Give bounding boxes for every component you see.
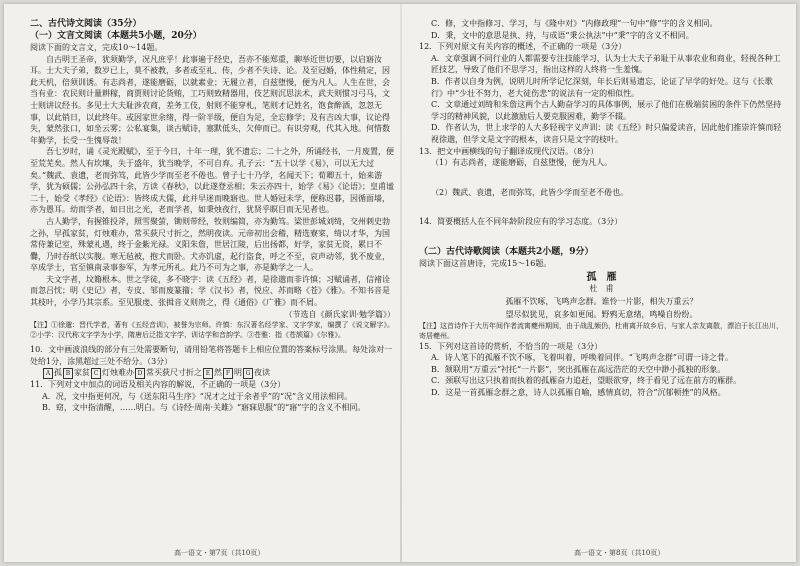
q10-sentence — [30, 367, 395, 379]
left-footer: 高一语文・第7页（共10页） — [174, 549, 265, 557]
q12-option-c: C．文章通过刘绮和朱詹这两个古人勤奋学习的具体事例，展示了他们在极端贫困的条件下仍然坚持学习的精神风貌，以此激励后人要克服困难，勤学不辍。 — [431, 100, 782, 121]
q10-seg: 孤 — [54, 368, 62, 378]
q15-option-b: B．颔联用“万重云”衬托“一片影”，突出孤雁在高远浩茫的天空中渺小孤独的形象。 — [431, 364, 726, 374]
q10-box-c[interactable]: C — [91, 368, 101, 379]
answer-space[interactable] — [419, 169, 784, 187]
q10-seg: 夜读 — [254, 368, 270, 378]
subsection2-title: （二）古代诗歌阅读（本题共2小题，9分） — [419, 246, 594, 257]
passage-paragraph-4: 夫文字者，坟籍根本。世之学徒，多不晓字：读《五经》者，是徐邈而非许慎；习赋诵者，信褚诠而忽吕忱；明《史记》者，专皮、邹而废篆籀；学《汉书》者，悦应、苏而略《苍》《雅》。不知书音是其枝叶，小学乃其宗系。至见服虔、张揖音义则贵之，得《通俗》《广雅》而不屑。 — [30, 274, 390, 308]
passage-paragraph-2: 吾七岁时，诵《灵光殿赋》，至于今日，十年一理，犹不遗忘；二十之外，所诵经书，一月废置，便至荒芜矣。然人有坎壈，失于盛年，犹当晚学，不可自弃。孔子云：“五十以学《易》，可以无大过矣。”魏武、袁遗，老而弥笃，此皆少学而至老不倦也。曾子七十乃学，名闻天下；荀卿五十，始来游学，犹为硕儒；公孙弘四十余，方读《春秋》，以此遂登丞相；朱云亦四十，始学《易》《论语》；皇甫谧二十，始受《孝经》《论语》：皆终成大儒，此并早迷而晚寤也。世人婚冠未学，便称迟暮，因循面墙，亦为愚耳。幼而学者，如日出之光，老而学者，如秉烛夜行，犹贤乎瞑目而无见者也。 — [30, 147, 394, 215]
q12-option-a: A．文章强调不同行业的人都需要专注技能学习，认为士大夫子弟耻于从事农业和商业，轻视各种工匠技艺，导致了他们不思学习，指出这样的人终将一生羞愧。 — [431, 53, 781, 75]
passage-paragraph-3: 古人勤学，有握锥投斧，照雪聚萤，锄则带经，牧则编简，亦为勤笃。梁世彭城刘绮，交州刺史勃之孙，早孤家贫，灯烛难办，常买荻尺寸折之，然明夜读。元帝初出会稽，精选寮寀，绮以才华，为国常侍兼记室，殊蒙礼遇，终于金紫光禄。义阳朱詹，世居江陵，后出扬都，好学，家贫无资，累日不爨，乃时吞纸以实腹。寒无毡被，抱犬而卧。犬亦饥虚，起行盗食，呼之不至，哀声动邻，犹不废业，卒成学士，官至镇南录事参军，为孝元所礼。此乃不可为之事，亦是勤学之一人。 — [30, 216, 390, 273]
poem-line-2: 望尽似犹见，哀多如更闻。野鸦无意绪，鸣噪自纷纷。 — [505, 309, 698, 319]
subsection2-instruction: 阅读下面这首唐诗，完成15～16题。 — [419, 258, 552, 268]
right-footer: 高一语文・第8页（共10页） — [574, 549, 665, 557]
q10-seg: 然 — [214, 368, 222, 378]
q11-option-d: D．秉，文中的意思是执、持，与成语“秉公执法”中“秉”字的含义不相同。 — [431, 30, 694, 40]
section-title: 二、古代诗文阅读（35分） — [30, 19, 142, 29]
q10-box-f[interactable]: F — [223, 368, 233, 379]
q10-seg: 常买荻尺寸折之 — [146, 368, 202, 378]
q15-option-a: A．诗人笔下的孤雁不饮不啄，飞着叫着，呼唤着同伴。“飞鸣声念群”可谓一诗之骨。 — [431, 353, 733, 363]
q15-option-c: C．颈联写出这只执着而执着的孤雁奋力追赶，望眼欲穿，终于看见了远在前方的雁群。 — [431, 376, 742, 386]
instruction: 阅读下面的文言文，完成10～14题。 — [30, 43, 163, 52]
passage-paragraph-1: 自古明王圣帝，犹须勤学，况凡庶乎！此事遍于经史，吾亦不能郑重，聊举近世切要，以启寤汝耳。士大夫子弟，数岁已上，莫不被教，多者或至礼、传，少者不失诗、论。及至冠婚，体性稍定，因此天机，倍须训诱。有志尚者，遂能磨砺，以就素业；无履立者，自兹堕慢，便为凡人。人生在世，会当有业：农民则计量耕稼，商贾则讨论货贿，工巧则致精器用，伎艺则沉思法术，武夫则惯习弓马，文士则讲议经书。多见士大夫耻涉农商，差务工伎，射则不能穿札，笔则才记姓名，饱食醉酒，忽忽无事，以此销日，以此终年。或因家世余绪，得一阶半级，便自为足，全忘修学；及有吉凶大事，议论得失，蒙然张口，如坐云雾；公私宴集，谈古赋诗，塞默低头，欠伸而已。有识旁观，代其入地。何惜数年勤学，长受一生愧辱哉！ — [30, 54, 390, 145]
poem-note: 【注】这首诗作于大历年间作者流寓夔州期间，由于战乱频仍，杜甫离开故乡后，与家人亲友离散，漂泊于长江出川，寄居夔州。 — [419, 321, 783, 340]
passage-note: 【注】①徐邈：晋代学者，著有《五经音训》，被誉为宗师。许慎：东汉著名经学家、文字学家，编撰了《说文解字》。②小学：汉代称文字学为小学，隋唐后泛指文字学、训诂学和音韵学。③苍雅：指《苍颉篇》《尔雅》。 — [30, 321, 394, 340]
q12-option-d: D．作者认为，世上求学的人大多轻视字义声训：读《五经》时只偏爱读音，因此他们推崇许慎而轻视徐邈，但学文是文字的根本，读音只是文字的枝叶。 — [431, 123, 782, 144]
question-12: 12．下列对原文有关内容的概述，不正确的一项是（3分） — [419, 42, 627, 52]
q10-seg: 家贫 — [74, 368, 90, 378]
q10-box-a[interactable]: A — [43, 368, 53, 379]
q10-box-e[interactable]: E — [203, 368, 213, 379]
q12-option-b: B．作者以自身为例，说明儿时所学记忆深刻，年长后则易遗忘，论证了早学的好处。这与《长歌行》中“少壮不努力，老大徒伤悲”的说法有一定的相似性。 — [431, 76, 773, 98]
q13-part-2: （2）魏武、袁遗，老而弥笃，此皆少学而至老不倦也。 — [431, 187, 629, 197]
left-page — [30, 18, 395, 548]
q13-part-1: （1）有志尚者，遂能磨砺，自兹堕慢，便为凡人。 — [431, 158, 613, 168]
subsection-title: （一）文言文阅读（本题共5小题，20分） — [30, 31, 202, 41]
q11-option-a: A．况，文中指更何况，与《送东阳马生序》“况才之过于余者乎”的“况”含义用法相同。 — [42, 391, 353, 401]
passage-source: （节选自《颜氏家训·勉学篇》） — [284, 309, 395, 319]
question-13: 13．把文中画横线的句子翻译成现代汉语。（8分） — [419, 146, 599, 156]
q11-option-b: B．窈，文中指清醒，……明白。与《诗经·周南·关雎》“寤寐思服”的“寤”字的含义不相同。 — [42, 403, 366, 413]
q11-option-c: C．修，文中指修习、学习，与《隆中对》“内修政理”一句中“修”字的含义相同。 — [431, 19, 718, 28]
question-14: 14．简要概括人在不同年龄阶段应有的学习态度。（3分） — [419, 217, 623, 227]
right-page — [419, 18, 784, 548]
page-fold — [400, 4, 402, 562]
q10-box-d[interactable]: D — [135, 368, 145, 379]
q10-box-g[interactable]: G — [243, 368, 253, 379]
poem-line-1: 孤雁不饮啄，飞鸣声念群。谁怜一片影，相失万重云？ — [505, 296, 698, 306]
question-11: 11．下列对文中加点的词语及相关内容的解说，不正确的一项是（3分） — [30, 380, 286, 390]
answer-space[interactable] — [419, 198, 784, 216]
q10-seg: 明 — [234, 368, 242, 378]
exam-sheet — [4, 4, 796, 562]
poem-author: 杜 甫 — [589, 284, 614, 294]
q10-box-b[interactable]: B — [63, 368, 73, 379]
answer-space[interactable] — [419, 228, 784, 246]
poem-title: 孤 雁 — [586, 271, 617, 283]
q10-seg: 灯烛难办 — [102, 368, 134, 378]
question-15: 15．下列对这首诗的赏析，不恰当的一项是（3分） — [419, 341, 603, 351]
question-10: 10．文中画波浪线的部分有三处需要断句，请用铅笔将答题卡上相应位置的答案标号涂黑。每处涂对一处给1分，涂黑超过三处不给分。（3分） — [30, 345, 393, 366]
q15-option-d: D．这是一首孤雁念群之意，诗人以孤雁自喻，感情真切，符合“沉郁顿挫”的风格。 — [431, 388, 726, 398]
